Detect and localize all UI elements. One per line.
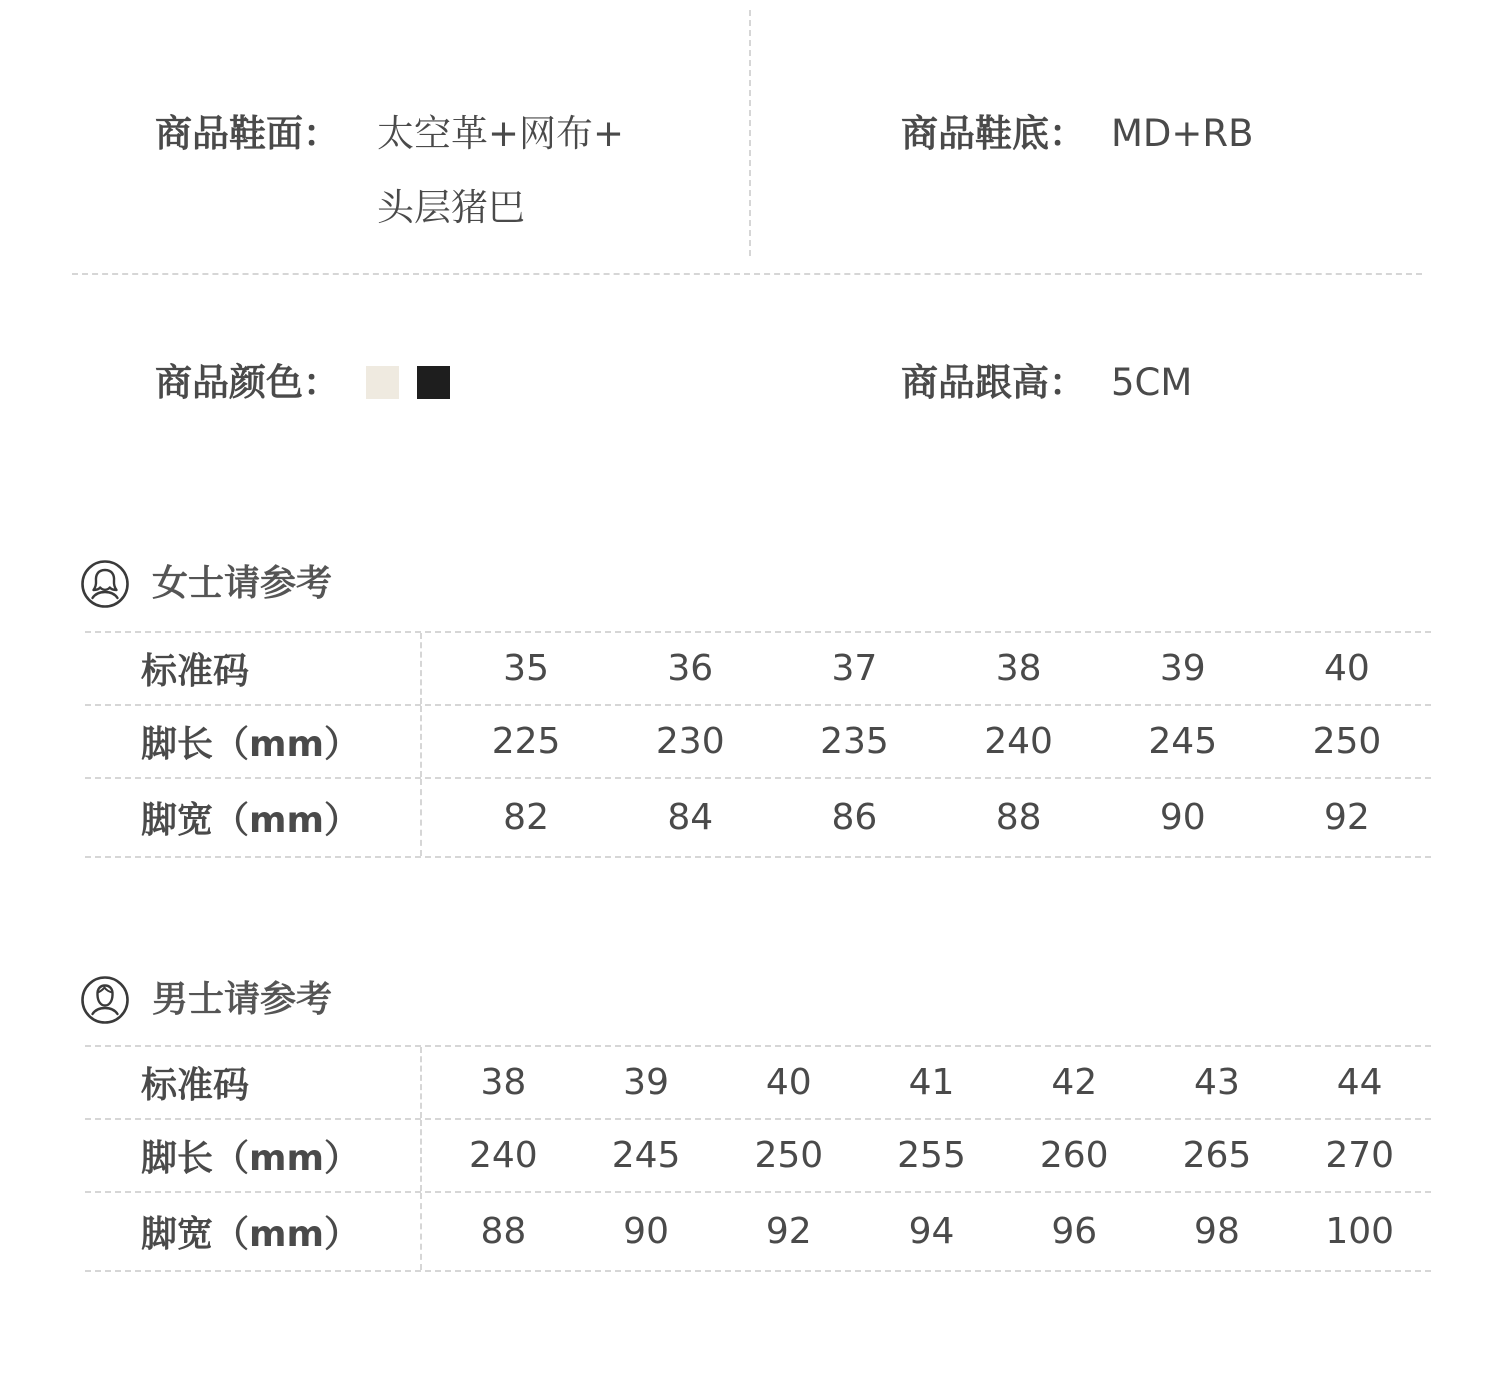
table-cell: 270 [1325, 1135, 1395, 1176]
table-cell: 35 [503, 648, 549, 689]
table-cell: 40 [1324, 648, 1370, 689]
table-cell: 88 [995, 797, 1042, 838]
women-section-title: 女士请参考 [152, 563, 333, 604]
table-cell: 265 [1182, 1135, 1252, 1176]
table-cell: 39 [623, 1062, 669, 1103]
women-row-width [85, 777, 1431, 858]
men-row-size-label: 标准码 [85, 1047, 422, 1118]
men-row-width-label: 脚宽（mm） [85, 1193, 422, 1270]
table-cell: 100 [1325, 1211, 1395, 1252]
table-cell: 240 [469, 1135, 538, 1176]
table-cell: 88 [480, 1211, 527, 1252]
women-row-length [85, 704, 1431, 777]
spec-vertical-divider [749, 10, 751, 256]
table-cell: 94 [908, 1211, 955, 1252]
table-cell: 255 [897, 1135, 966, 1176]
table-cell: 230 [655, 721, 725, 762]
table-cell: 37 [831, 648, 878, 689]
men-row-length [85, 1118, 1431, 1191]
men-size-table [85, 1045, 1431, 1272]
table-cell: 235 [820, 721, 889, 762]
table-cell: 250 [754, 1135, 824, 1176]
table-cell: 98 [1194, 1211, 1240, 1252]
table-cell: 225 [491, 721, 561, 762]
table-cell: 38 [480, 1062, 527, 1103]
table-cell: 84 [667, 797, 714, 838]
men-row-size [85, 1045, 1431, 1118]
upper-material-value-line2: 头层猪巴 [377, 186, 525, 229]
women-row-length-label: 脚长（mm） [85, 706, 422, 777]
heel-height-label: 商品跟高： [901, 361, 1086, 404]
upper-material-label: 商品鞋面： [155, 112, 340, 155]
table-cell: 43 [1194, 1062, 1240, 1103]
table-cell: 96 [1051, 1211, 1098, 1252]
table-cell: 41 [908, 1062, 955, 1103]
table-cell: 240 [984, 721, 1053, 762]
color-swatch-cream[interactable] [366, 366, 399, 399]
table-cell: 245 [1148, 721, 1218, 762]
woman-avatar-icon [80, 559, 130, 609]
table-cell: 90 [1159, 797, 1206, 838]
table-cell: 82 [503, 797, 549, 838]
men-section-title: 男士请参考 [152, 979, 333, 1020]
table-cell: 36 [667, 648, 714, 689]
women-row-size [85, 631, 1431, 704]
man-avatar-icon [80, 975, 130, 1025]
upper-material-value-line1: 太空革+网布+ [377, 112, 625, 155]
table-cell: 44 [1336, 1062, 1383, 1103]
men-row-length-label: 脚长（mm） [85, 1120, 422, 1191]
table-cell: 90 [623, 1211, 669, 1252]
table-cell: 92 [1324, 797, 1370, 838]
sole-material-value: MD+RB [1111, 112, 1254, 155]
table-cell: 250 [1312, 721, 1382, 762]
table-cell: 42 [1051, 1062, 1098, 1103]
color-label: 商品颜色： [155, 361, 340, 404]
table-cell: 86 [831, 797, 878, 838]
color-swatch-black[interactable] [417, 366, 450, 399]
spec-horizontal-divider [72, 273, 1422, 275]
women-row-size-label: 标准码 [85, 633, 422, 704]
table-cell: 260 [1039, 1135, 1109, 1176]
table-cell: 38 [995, 648, 1042, 689]
sole-material-label: 商品鞋底： [901, 112, 1086, 155]
table-cell: 92 [765, 1211, 812, 1252]
table-cell: 40 [765, 1062, 812, 1103]
men-row-width [85, 1191, 1431, 1272]
women-size-table [85, 631, 1431, 858]
women-row-width-label: 脚宽（mm） [85, 779, 422, 856]
table-cell: 245 [611, 1135, 681, 1176]
heel-height-value: 5CM [1111, 361, 1193, 404]
table-cell: 39 [1159, 648, 1206, 689]
